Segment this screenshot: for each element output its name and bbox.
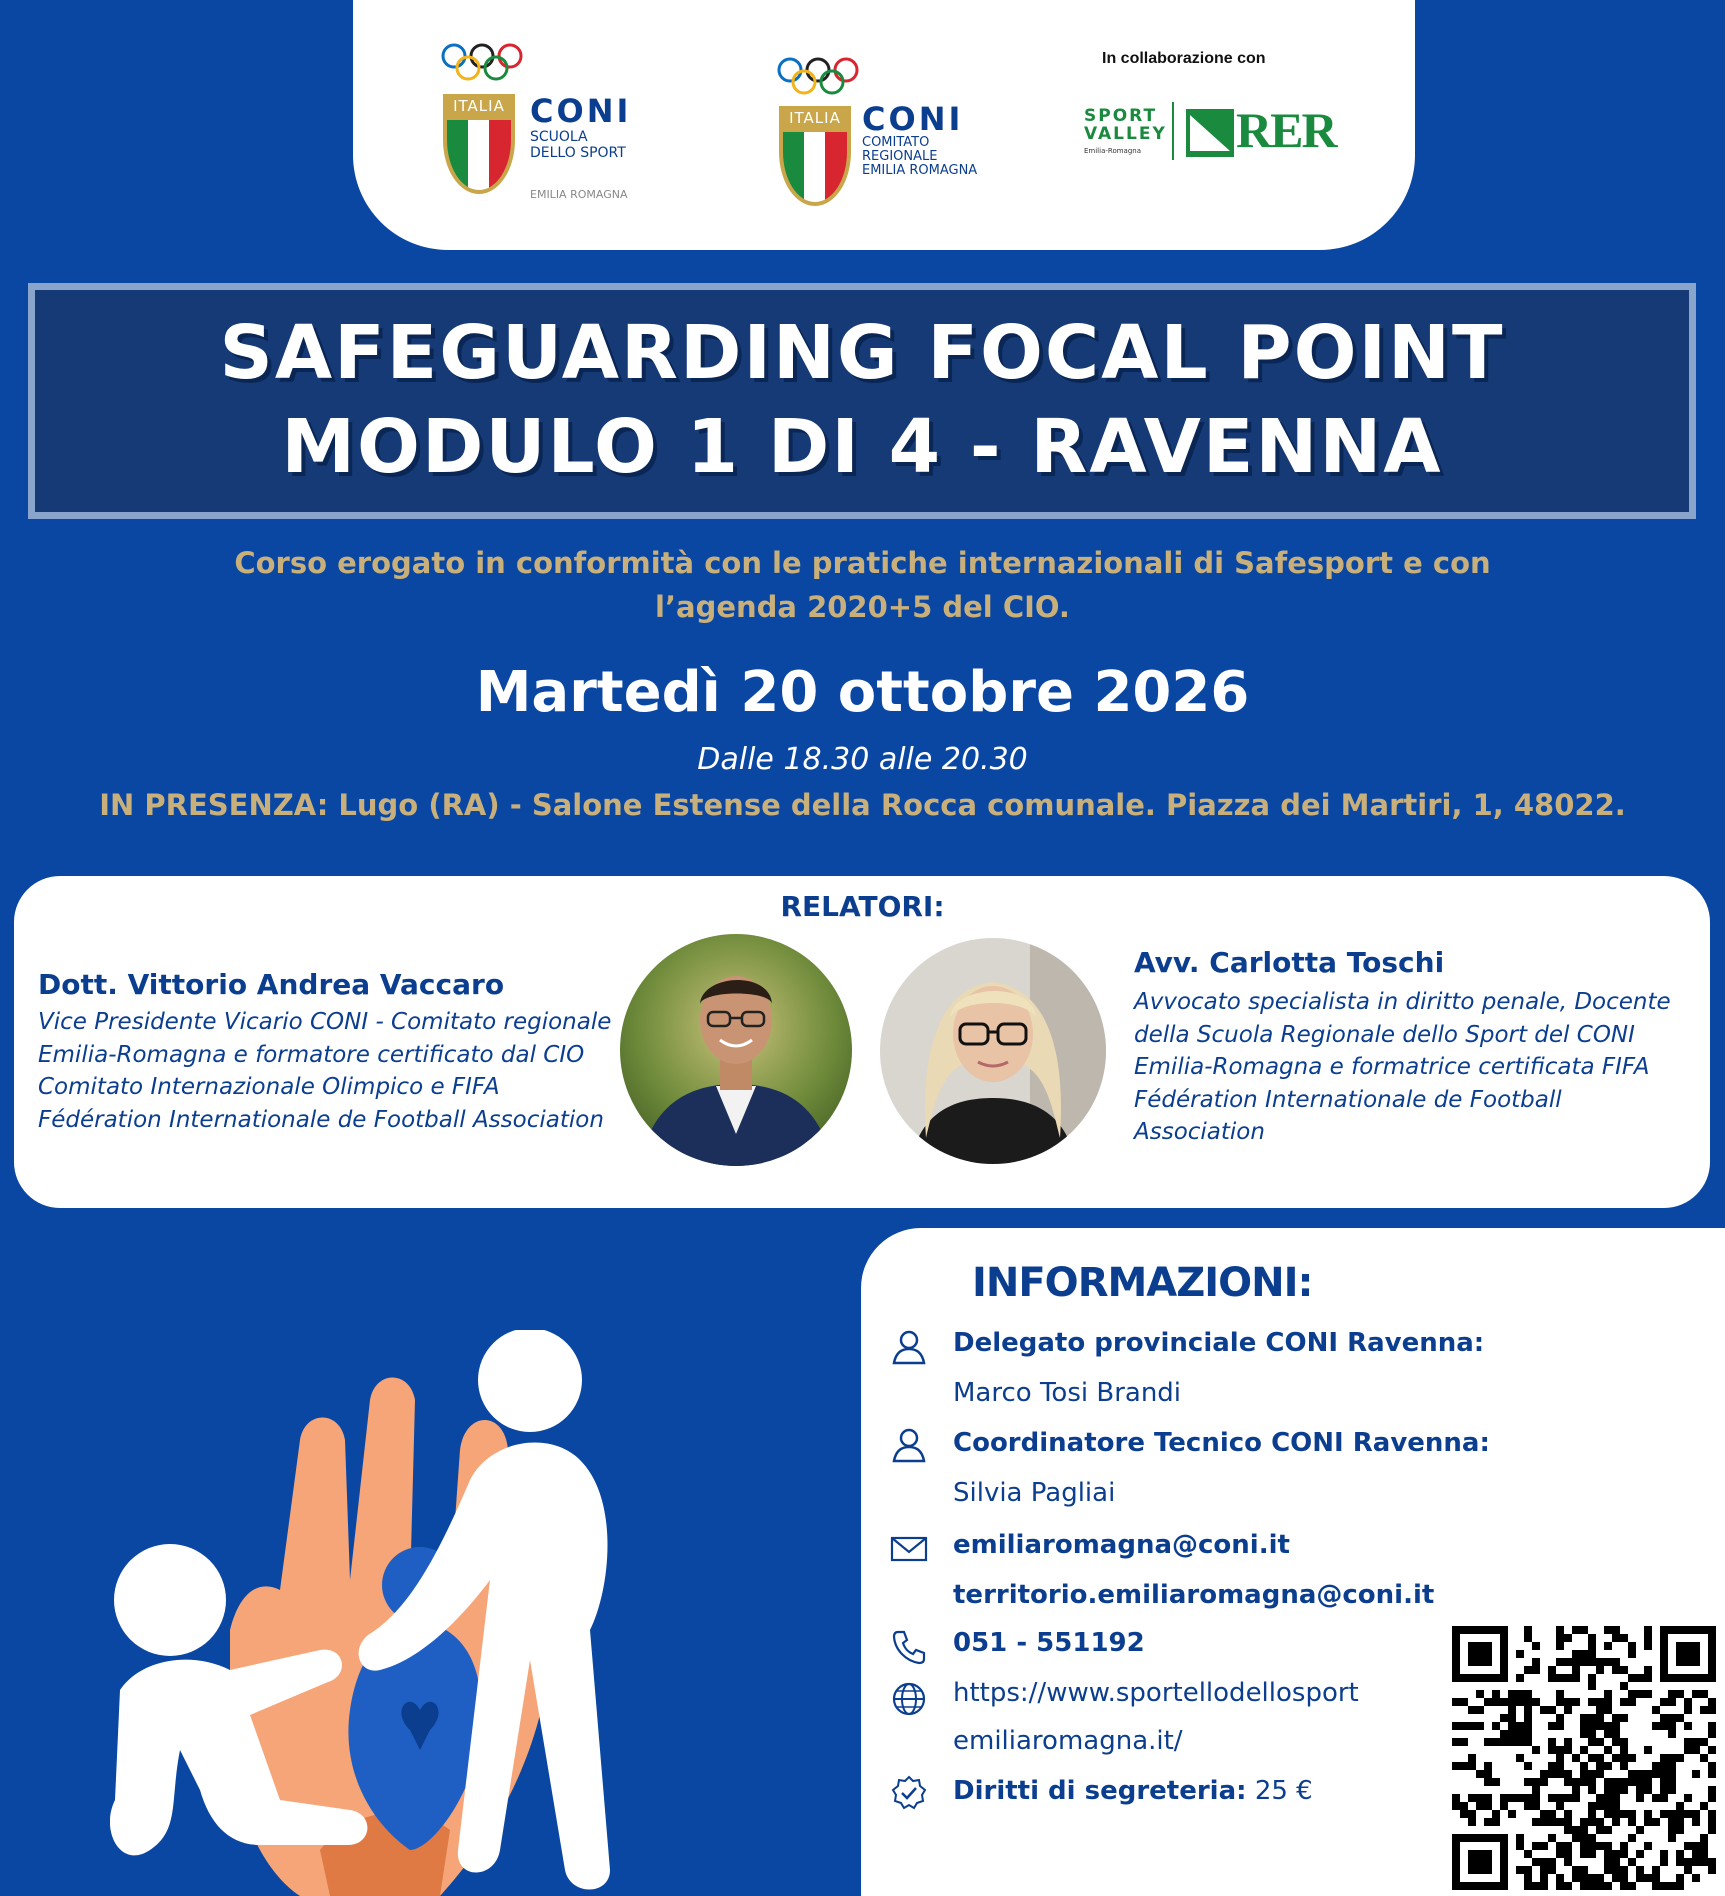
badge-check-icon — [890, 1774, 928, 1812]
intro-line-2: l’agenda 2020+5 del CIO. — [655, 590, 1070, 624]
person-icon — [890, 1328, 928, 1366]
olympic-rings-icon — [776, 56, 860, 98]
logo-sport-valley — [1084, 108, 1184, 158]
speaker-right-photo — [880, 938, 1106, 1164]
logo-divider — [1172, 102, 1174, 160]
website-link-line1[interactable]: https://www.sportellodellosport — [953, 1678, 1359, 1708]
logo-coni-scuola — [438, 42, 668, 212]
sportvalley-line3: Emilia-Romagna — [1084, 147, 1142, 155]
logo-coni-comitato — [774, 56, 1004, 206]
speaker-right-role-line: Emilia-Romagna e formatrice certificata FIFA — [1134, 1054, 1650, 1080]
person-icon — [890, 1426, 928, 1464]
event-date: Martedì 20 ottobre 2026 — [475, 660, 1250, 725]
coordinator-name: Silvia Pagliai — [953, 1478, 1116, 1508]
coordinator-label: Coordinatore Tecnico CONI Ravenna: — [953, 1428, 1490, 1458]
title-box — [28, 283, 1696, 519]
logo2-line3: EMILIA ROMAGNA — [862, 163, 978, 178]
logo1-region: EMILIA ROMAGNA — [530, 188, 628, 201]
rer-flag-icon — [1186, 109, 1234, 157]
intro-line-1: Corso erogato in conformità con le pratiche internazionali di Safesport e con — [234, 546, 1491, 580]
speaker-right-role-line: della Scuola Regionale dello Sport del CONI — [1134, 1021, 1635, 1048]
mail-icon — [890, 1530, 928, 1568]
speaker-left-role — [38, 1006, 611, 1136]
info-heading: INFORMAZIONI: — [972, 1260, 1313, 1306]
globe-icon — [890, 1680, 928, 1718]
speaker-left-role-line: Fédération Internationale de Football Association — [38, 1106, 604, 1133]
speaker-left-name: Dott. Vittorio Andrea Vaccaro — [38, 968, 505, 1001]
shield-text: ITALIA — [453, 97, 505, 115]
sportvalley-line2: VALLEY — [1084, 124, 1167, 144]
olympic-rings-icon — [440, 42, 524, 84]
speakers-heading: RELATORI: — [780, 890, 945, 923]
speaker-right-role-line: Fédération Internationale de Football — [1134, 1086, 1562, 1113]
coni-brand: CONI — [862, 100, 964, 138]
speaker-right-role-line: Avvocato specialista in diritto penale, Docente — [1134, 989, 1671, 1015]
logo1-line1: SCUOLA — [530, 129, 588, 145]
phone-icon — [890, 1628, 928, 1666]
speaker-right-role-line: Association — [1134, 1119, 1265, 1145]
coni-brand: CONI — [530, 92, 632, 130]
phone-number[interactable]: 051 - 551192 — [953, 1628, 1145, 1658]
speaker-right-role — [1134, 986, 1671, 1149]
delegate-label: Delegato provinciale CONI Ravenna: — [953, 1328, 1485, 1358]
email-secondary[interactable]: territorio.emiliaromagna@coni.it — [953, 1580, 1435, 1610]
event-location: IN PRESENZA: Lugo (RA) - Salone Estense della Rocca comunale. Piazza dei Martiri, 1, 48022. — [99, 788, 1626, 822]
title-line-2: MODULO 1 DI 4 - RAVENNA — [281, 404, 1443, 490]
title-line-1: SAFEGUARDING FOCAL POINT — [219, 310, 1505, 396]
fee-label: Diritti di segreteria: — [953, 1776, 1247, 1806]
logo2-line2: REGIONALE — [862, 149, 938, 164]
safeguarding-illustration — [110, 1330, 730, 1896]
website-link-line2[interactable]: emiliaromagna.it/ — [953, 1726, 1183, 1756]
speaker-left-photo — [620, 934, 852, 1166]
rer-text: RER — [1236, 102, 1336, 158]
fee-value: 25 € — [1254, 1776, 1313, 1806]
logo1-line2: DELLO SPORT — [530, 145, 626, 161]
speaker-left-role-line: Comitato Internazionale Olimpico e FIFA — [38, 1074, 500, 1100]
shield-text: ITALIA — [789, 109, 841, 127]
speaker-left-role-line: Emilia-Romagna e formatore certificato dal CIO — [38, 1041, 585, 1068]
logo2-line1: COMITATO — [862, 135, 930, 150]
event-time: Dalle 18.30 alle 20.30 — [697, 742, 1028, 777]
email-primary[interactable]: emiliaromagna@coni.it — [953, 1530, 1290, 1560]
speaker-left-role-line: Vice Presidente Vicario CONI - Comitato regionale — [38, 1009, 612, 1035]
delegate-name: Marco Tosi Brandi — [953, 1378, 1182, 1408]
collab-label: In collaborazione con — [1102, 50, 1266, 67]
speaker-right-name: Avv. Carlotta Toschi — [1134, 946, 1445, 979]
logo-rer — [1186, 102, 1336, 164]
fee-row — [953, 1776, 1313, 1806]
qr-code[interactable] — [1452, 1626, 1716, 1890]
sportvalley-line1: SPORT — [1084, 106, 1158, 126]
